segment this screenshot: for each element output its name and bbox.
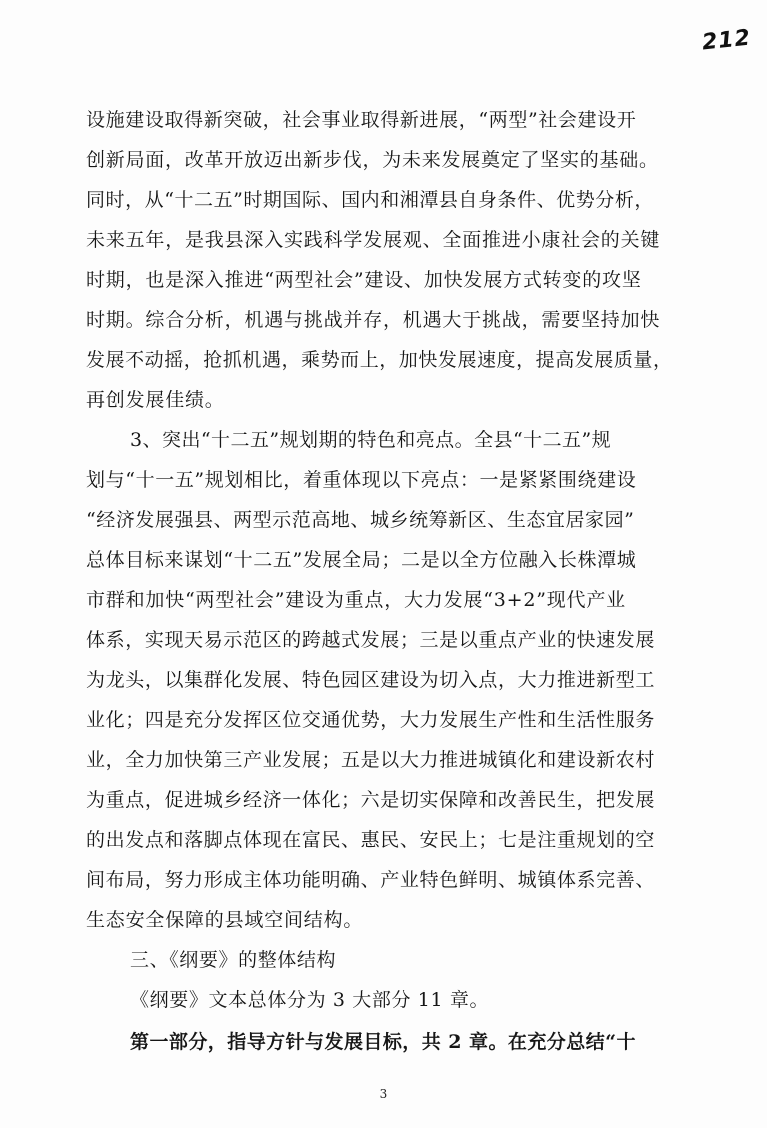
body-text-line: 时期。综合分析，机遇与挑战并存，机遇大于挑战，需要坚持加快 [86,309,661,331]
body-text-line: 为重点，促进城乡经济一体化；六是切实保障和改善民生，把发展 [86,789,655,811]
body-text-line: 再创发展佳绩。 [86,389,225,411]
body-text-line: 生态安全保障的县域空间结构。 [86,909,364,931]
body-text-line: 总体目标来谋划“十二五”发展全局；二是以全方位融入长株潭城 [86,549,637,571]
body-text-line: 时期，也是深入推进“两型社会”建设、加快发展方式转变的攻坚 [86,269,642,291]
handwritten-page-annotation: 212 [700,25,753,56]
body-text-line: 3、突出“十二五”规划期的特色和亮点。全县“十二五”规 [130,429,612,451]
body-text-line: 市群和加快“两型社会”建设为重点，大力发展“3+2”现代产业 [86,589,626,611]
body-text-line: 体系，实现天易示范区的跨越式发展；三是以重点产业的快速发展 [86,629,655,651]
section-heading-visible: 三、《纲要》的整体结构 [130,949,337,971]
body-text-line: 为龙头，以集群化发展、特色园区建设为切入点，大力推进新型工 [86,669,655,691]
body-text-line: 业，全力加快第三产业发展；五是以大力推进城镇化和建设新农村 [86,749,655,771]
body-text-line: 设施建设取得新突破，社会事业取得新进展，“两型”社会建设开 [86,109,637,131]
body-text-line: 创新局面，改革开放迈出新步伐，为未来发展奠定了坚实的基础。 [86,149,659,171]
body-text-line: 发展不动摇，抢抓机遇，乘势而上，加快发展速度，提高发展质量， [86,349,673,371]
body-text-line: 同时，从“十二五”时期国际、国内和湘潭县自身条件、优势分析， [86,189,654,211]
body-text-line: “经济发展强县、两型示范高地、城乡统筹新区、生态宜居家园” [86,509,635,531]
body-text-line: 划与“十一五”规划相比，着重体现以下亮点：一是紧紧围绕建设 [86,469,637,491]
body-text-line: 未来五年，是我县深入实践科学发展观、全面推进小康社会的关键 [86,229,661,251]
body-text-line: 《纲要》文本总体分为 3 大部分 11 章。 [130,989,490,1011]
body-text-line-bold: 第一部分，指导方针与发展目标，共 2 章。在充分总结“十 [130,1031,636,1053]
body-text-line: 业化；四是充分发挥区位交通优势，大力发展生产性和生活性服务 [86,709,655,731]
body-text-line: 间布局，努力形成主体功能明确、产业特色鲜明、城镇体系完善、 [86,869,655,891]
body-text-line: 的出发点和落脚点体现在富民、惠民、安民上；七是注重规划的空 [86,829,655,851]
page-number: 3 [379,1087,388,1101]
